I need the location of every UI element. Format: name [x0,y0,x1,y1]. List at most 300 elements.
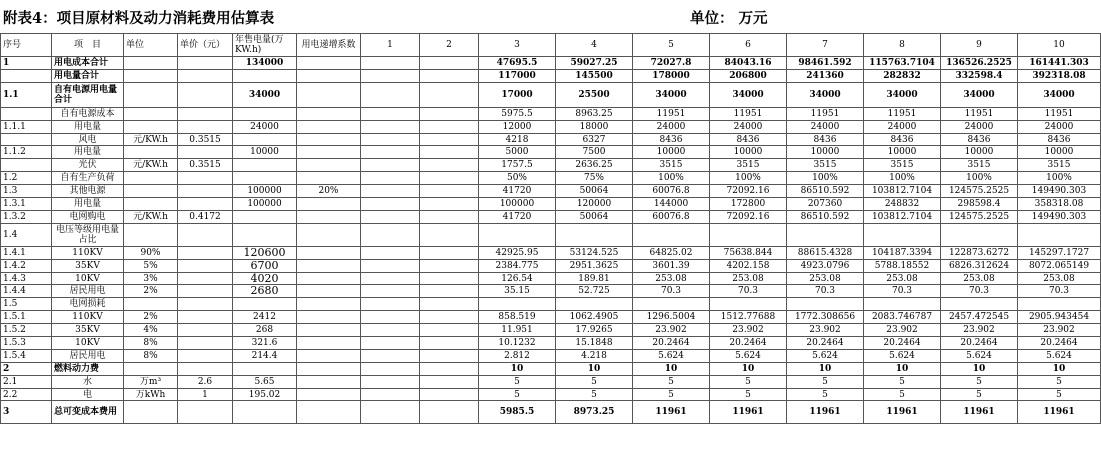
table-cell: 100000 [233,185,297,198]
table-cell: 100% [633,172,710,185]
table-cell [297,272,361,285]
table-cell [124,172,178,185]
item-name-cell: 10KV [52,337,124,350]
table-cell [1,159,52,172]
table-cell [420,349,479,362]
table-cell [124,82,178,107]
table-cell: 5 [1018,388,1101,401]
table-cell [420,223,479,246]
header-cell: 5 [633,34,710,57]
table-cell [297,198,361,211]
table-cell [420,210,479,223]
table-cell [361,375,420,388]
table-cell: 12000 [479,120,556,133]
table-row [1,298,1101,311]
table-cell: 90% [124,246,178,259]
table-cell: 5 [1018,375,1101,388]
item-name-cell: 自有电源成本 [52,107,124,120]
table-cell [420,185,479,198]
table-cell: 11951 [864,107,941,120]
table-cell [124,223,178,246]
table-cell: 1.1 [1,82,52,107]
table-cell: 11961 [1018,401,1101,424]
table-cell [178,401,233,424]
title-bar [0,0,1080,33]
table-row [1,69,1101,82]
table-cell: 1512.77688 [710,311,787,324]
table-cell [297,259,361,272]
table-cell: 70.3 [710,285,787,298]
item-name-cell: 用电成本合计 [52,57,124,70]
table-cell: 41720 [479,185,556,198]
table-cell [361,272,420,285]
table-cell: 34000 [633,82,710,107]
table-cell: 268 [233,324,297,337]
table-cell: 11.951 [479,324,556,337]
table-row [1,223,1101,246]
header-cell: 1 [361,34,420,57]
table-cell: 50064 [556,210,633,223]
item-name-cell: 35KV [52,259,124,272]
table-cell: 2% [124,285,178,298]
table-cell [233,223,297,246]
table-cell [297,146,361,159]
table-cell [361,401,420,424]
table-cell: 1.5 [1,298,52,311]
table-cell: 206800 [710,69,787,82]
table-cell: 3% [124,272,178,285]
table-cell [233,172,297,185]
table-cell [233,298,297,311]
table-cell: 358318.08 [1018,198,1101,211]
item-name-cell: 110KV [52,311,124,324]
table-cell: 195.02 [233,388,297,401]
table-cell [297,120,361,133]
header-cell: 10 [1018,34,1101,57]
table-cell: 392318.08 [1018,69,1101,82]
header-cell: 7 [787,34,864,57]
table-cell: 104187.3394 [864,246,941,259]
table-cell: 84043.16 [710,57,787,70]
table-cell [297,298,361,311]
table-cell: 6327 [556,133,633,146]
table-cell [178,82,233,107]
table-cell: 2680 [233,285,297,298]
table-cell: 161441.303 [1018,57,1101,70]
table-cell: 5 [787,388,864,401]
table-cell: 1.4.2 [1,259,52,272]
table-cell: 0.3515 [178,133,233,146]
table-cell: 1772.308656 [787,311,864,324]
table-cell [178,337,233,350]
table-row [1,362,1101,375]
table-cell: 47695.5 [479,57,556,70]
table-cell: 8% [124,337,178,350]
header-cell: 单位 [124,34,178,57]
table-cell: 2.1 [1,375,52,388]
table-cell: 34000 [233,82,297,107]
table-cell: 75638.844 [710,246,787,259]
table-cell [178,259,233,272]
table-cell: 10 [941,362,1018,375]
table-cell: 万m³ [124,375,178,388]
table-cell: 100% [1018,172,1101,185]
table-cell [420,120,479,133]
table-cell: 72092.16 [710,210,787,223]
table-cell: 98461.592 [787,57,864,70]
table-cell: 214.4 [233,349,297,362]
table-cell: 17.9265 [556,324,633,337]
item-name-cell: 其他电源 [52,185,124,198]
table-cell: 20.2464 [710,337,787,350]
item-name-cell: 用电量 [52,120,124,133]
table-cell [361,107,420,120]
table-cell [420,57,479,70]
table-cell: 115763.7104 [864,57,941,70]
header-cell: 8 [864,34,941,57]
table-cell [420,401,479,424]
table-cell: 5 [633,388,710,401]
table-cell: 5 [941,388,1018,401]
table-cell: 134000 [233,57,297,70]
table-cell [420,82,479,107]
table-cell: 282832 [864,69,941,82]
table-cell [361,337,420,350]
cost-estimate-table [0,33,1101,424]
table-cell: 1296.5004 [633,311,710,324]
table-cell: 10000 [233,146,297,159]
item-name-cell: 总可变成本费用 [52,401,124,424]
table-cell: 5.65 [233,375,297,388]
table-cell: 64825.02 [633,246,710,259]
table-cell: 1.4.3 [1,272,52,285]
table-cell: 1.4.4 [1,285,52,298]
table-cell [233,210,297,223]
item-name-cell: 用电量合计 [52,69,124,82]
item-name-cell: 10KV [52,272,124,285]
table-row [1,337,1101,350]
header-cell: 序号 [1,34,52,57]
table-cell: 5 [710,375,787,388]
table-cell [178,69,233,82]
table-cell: 11951 [787,107,864,120]
header-cell: 3 [479,34,556,57]
item-name-cell: 用电量 [52,146,124,159]
table-cell [361,82,420,107]
table-cell: 2412 [233,311,297,324]
table-cell: 20.2464 [1018,337,1101,350]
table-cell: 88615.4328 [787,246,864,259]
table-cell [178,362,233,375]
table-cell [233,69,297,82]
table-cell [178,349,233,362]
table-cell: 1.2 [1,172,52,185]
table-cell [178,146,233,159]
table-cell: 248832 [864,198,941,211]
table-cell [556,298,633,311]
table-cell: 10 [1018,362,1101,375]
table-cell [124,107,178,120]
table-cell: 20.2464 [941,337,1018,350]
table-cell [1018,223,1101,246]
table-cell: 253.08 [787,272,864,285]
table-cell [361,69,420,82]
table-row [1,246,1101,259]
table-cell: 52.725 [556,285,633,298]
table-cell: 1.3.2 [1,210,52,223]
item-name-cell: 用电量 [52,198,124,211]
table-cell: 3515 [1018,159,1101,172]
table-cell: 4923.0796 [787,259,864,272]
table-cell: 5 [710,388,787,401]
table-cell: 24000 [787,120,864,133]
table-cell [297,82,361,107]
table-cell: 8072.065149 [1018,259,1101,272]
table-cell: 8973.25 [556,401,633,424]
table-cell: 149490.303 [1018,185,1101,198]
table-cell [124,69,178,82]
table-cell: 11961 [941,401,1018,424]
table-cell: 2636.25 [556,159,633,172]
table-cell: 5.624 [787,349,864,362]
table-cell: 70.3 [864,285,941,298]
table-cell: 元/KW.h [124,133,178,146]
table-cell: 5% [124,259,178,272]
table-cell: 2% [124,311,178,324]
table-cell: 20.2464 [864,337,941,350]
table-cell [124,120,178,133]
table-cell [420,246,479,259]
table-cell [124,57,178,70]
table-cell: 1.1.2 [1,146,52,159]
table-cell: 50064 [556,185,633,198]
table-cell: 86510.592 [787,185,864,198]
table-cell [420,172,479,185]
table-cell [297,349,361,362]
table-cell: 5000 [479,146,556,159]
table-cell: 8436 [633,133,710,146]
item-name-cell: 光伏 [52,159,124,172]
table-cell: 23.902 [633,324,710,337]
table-cell: 11961 [787,401,864,424]
header-cell: 4 [556,34,633,57]
table-cell [233,107,297,120]
table-cell [420,259,479,272]
table-cell: 10000 [787,146,864,159]
table-cell: 8436 [941,133,1018,146]
table-cell: 2 [1,362,52,375]
table-cell: 10000 [864,146,941,159]
table-cell: 321.6 [233,337,297,350]
table-cell [420,107,479,120]
table-cell: 120600 [233,246,297,259]
table-cell: 23.902 [710,324,787,337]
table-cell: 15.1848 [556,337,633,350]
table-cell: 1.4 [1,223,52,246]
table-cell: 3601.39 [633,259,710,272]
table-cell [864,223,941,246]
table-cell: 万kWh [124,388,178,401]
table-cell: 126.54 [479,272,556,285]
table-cell: 72027.8 [633,57,710,70]
table-row [1,146,1101,159]
table-row [1,401,1101,424]
header-cell: 9 [941,34,1018,57]
table-cell [297,362,361,375]
table-cell: 253.08 [864,272,941,285]
table-cell: 1.5.3 [1,337,52,350]
table-cell: 11951 [941,107,1018,120]
table-cell: 0.3515 [178,159,233,172]
table-cell: 20% [297,185,361,198]
table-cell: 5 [941,375,1018,388]
table-cell: 24000 [710,120,787,133]
item-name-cell: 燃料动力费 [52,362,124,375]
table-cell: 1 [178,388,233,401]
table-cell [633,298,710,311]
table-cell: 20.2464 [633,337,710,350]
table-cell: 24000 [864,120,941,133]
table-cell: 23.902 [787,324,864,337]
table-cell [361,146,420,159]
table-cell [361,298,420,311]
table-cell [178,57,233,70]
table-cell [361,246,420,259]
table-cell: 4.218 [556,349,633,362]
table-cell: 元/KW.h [124,159,178,172]
table-cell: 7500 [556,146,633,159]
table-row [1,198,1101,211]
table-cell: 3515 [710,159,787,172]
header-row [1,34,1101,57]
table-cell [420,388,479,401]
table-cell: 124575.2525 [941,185,1018,198]
table-cell [361,324,420,337]
table-cell [297,69,361,82]
table-cell: 149490.303 [1018,210,1101,223]
table-cell: 100% [864,172,941,185]
table-cell: 1.1.1 [1,120,52,133]
table-cell: 1.3 [1,185,52,198]
table-cell: 332598.4 [941,69,1018,82]
table-cell: 24000 [233,120,297,133]
table-cell [420,324,479,337]
item-name-cell: 电压等级用电量占比 [52,223,124,246]
table-cell [420,298,479,311]
table-cell: 3515 [787,159,864,172]
table-cell [297,388,361,401]
table-cell: 5.624 [633,349,710,362]
table-cell: 189.81 [556,272,633,285]
table-cell [710,298,787,311]
table-cell: 60076.8 [633,185,710,198]
table-cell: 53124.525 [556,246,633,259]
table-cell: 4218 [479,133,556,146]
item-name-cell: 自有电源用电量合计 [52,82,124,107]
table-cell: 8436 [864,133,941,146]
table-row [1,285,1101,298]
table-cell: 5 [479,375,556,388]
table-row [1,159,1101,172]
table-cell: 100000 [233,198,297,211]
table-cell: 18000 [556,120,633,133]
table-row [1,172,1101,185]
table-cell: 5.624 [864,349,941,362]
table-cell [361,210,420,223]
table-cell: 1.4.1 [1,246,52,259]
table-cell: 5 [787,375,864,388]
table-cell: 2384.775 [479,259,556,272]
header-cell: 用电递增系数 [297,34,361,57]
table-cell: 2905.943454 [1018,311,1101,324]
table-cell [420,159,479,172]
table-cell [297,57,361,70]
table-cell [361,185,420,198]
table-cell [361,120,420,133]
table-cell [361,388,420,401]
item-name-cell: 居民用电 [52,349,124,362]
table-cell: 75% [556,172,633,185]
table-cell: 1.3.1 [1,198,52,211]
table-cell: 11951 [633,107,710,120]
table-cell: 2.812 [479,349,556,362]
table-cell [1018,298,1101,311]
table-cell: 34000 [941,82,1018,107]
table-cell: 24000 [941,120,1018,133]
table-cell [420,69,479,82]
table-cell [297,337,361,350]
table-cell [297,133,361,146]
table-cell: 2.6 [178,375,233,388]
table-row [1,82,1101,107]
table-cell: 11961 [864,401,941,424]
table-cell [233,159,297,172]
table-cell [297,375,361,388]
table-cell: 858.519 [479,311,556,324]
table-cell [297,246,361,259]
table-cell [233,133,297,146]
table-cell [178,198,233,211]
table-cell: 10000 [941,146,1018,159]
item-name-cell: 风电 [52,133,124,146]
header-cell: 单价（元） [178,34,233,57]
table-cell: 4020 [233,272,297,285]
table-cell [361,285,420,298]
table-cell: 10 [710,362,787,375]
table-cell: 23.902 [1018,324,1101,337]
table-cell [124,146,178,159]
table-cell [178,272,233,285]
item-name-cell: 电网购电 [52,210,124,223]
table-cell: 70.3 [787,285,864,298]
table-cell: 50% [479,172,556,185]
table-cell [361,57,420,70]
table-row [1,349,1101,362]
table-cell: 6826.312624 [941,259,1018,272]
table-cell: 3515 [941,159,1018,172]
table-cell [233,362,297,375]
table-cell [297,172,361,185]
table-cell [178,185,233,198]
table-cell [233,401,297,424]
table-cell: 11961 [633,401,710,424]
table-cell: 117000 [479,69,556,82]
table-cell: 145297.1727 [1018,246,1101,259]
table-cell: 1.5.2 [1,324,52,337]
table-cell [787,223,864,246]
table-row [1,210,1101,223]
table-cell: 5.624 [941,349,1018,362]
